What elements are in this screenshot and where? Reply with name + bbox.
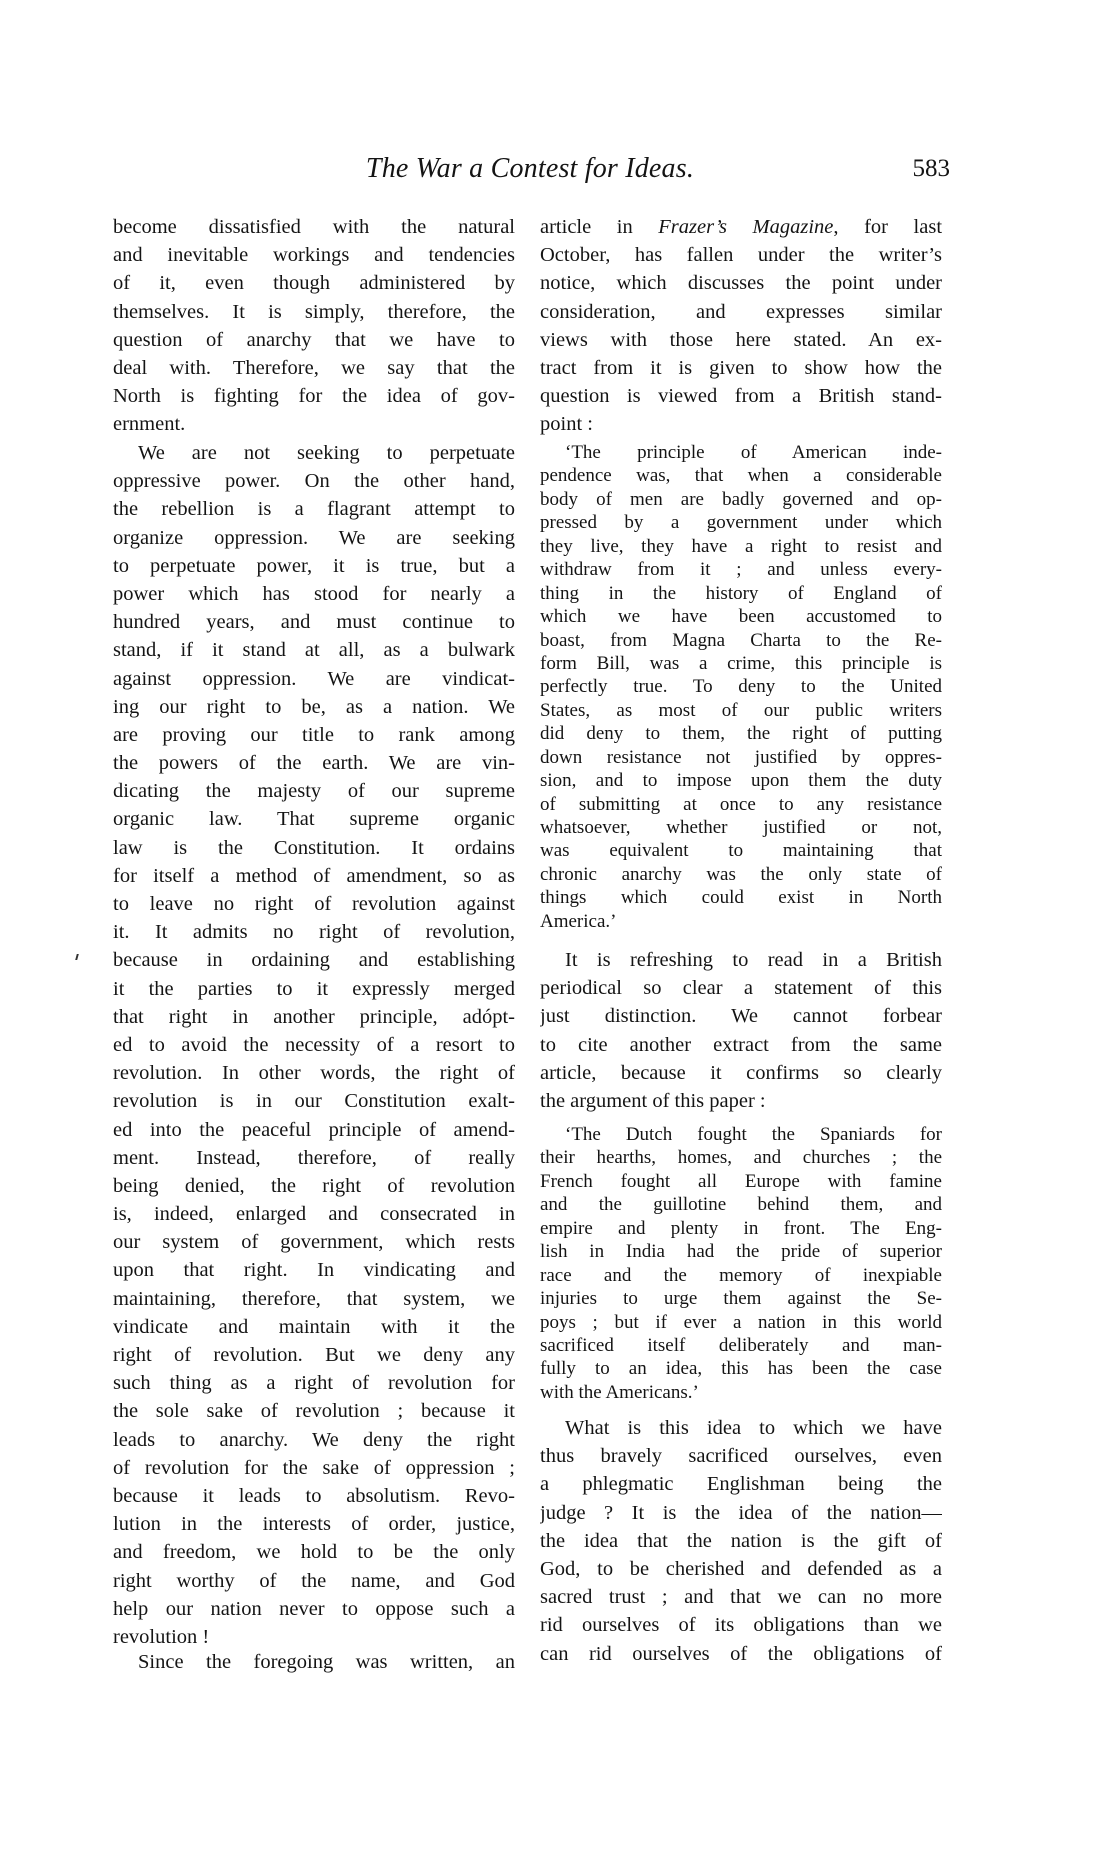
text-line: injuries to urge them against the Se- — [540, 1288, 942, 1310]
text-line: against oppression. We are vindicat- — [113, 667, 515, 690]
text-line: law is the Constitution. It ordains — [113, 836, 515, 859]
italic-title: Frazer’s Magazine — [658, 216, 834, 238]
text-line: views with those here stated. An ex- — [540, 328, 942, 351]
text-line: of it, even though administered by — [113, 272, 515, 295]
text-line: lish in India had the pride of superior — [540, 1241, 942, 1263]
text-line: withdraw from it ; and unless every- — [540, 559, 942, 581]
text-line: our system of government, which rests — [113, 1231, 515, 1254]
text-line: whatsoever, whether justified or not, — [540, 817, 942, 838]
text-line: the argument of this paper : — [540, 1089, 766, 1112]
text-line: article, because it confirms so clearly — [540, 1061, 942, 1084]
text-line: being denied, the right of revolution — [113, 1174, 515, 1197]
text-line: Since the foregoing was written, an — [138, 1651, 515, 1673]
paragraph — [540, 946, 942, 1115]
text-line: themselves. It is simply, therefore, the — [113, 300, 515, 323]
text-line: because in ordaining and establishing — [113, 949, 515, 972]
text-line: a phlegmatic Englishman being the — [540, 1473, 942, 1496]
text-line: fully to an idea, this has been the case — [540, 1358, 942, 1380]
text-line: because it leads to absolutism. Revo- — [113, 1484, 515, 1507]
text-line: power which has stood for nearly a — [113, 582, 515, 605]
text-line: that right in another principle, adópt- — [113, 1005, 515, 1028]
text-line: help our nation never to oppose such a — [113, 1597, 515, 1620]
block-quote — [540, 441, 942, 933]
text-line: to perpetuate power, it is true, but a — [113, 554, 515, 577]
text-line: things which could exist in North — [540, 887, 942, 909]
text-line: consideration, and expresses similar — [540, 300, 942, 323]
text-line: sacred trust ; and that we can no more — [540, 1586, 942, 1609]
text-line: chronic anarchy was the only state of — [540, 863, 942, 885]
text-line: revolution. In other words, the right of — [113, 1062, 515, 1085]
page-number: 583 — [912, 155, 950, 182]
text-line: ‘The principle of American inde- — [565, 442, 942, 463]
paragraph — [113, 1648, 515, 1676]
text-line: organize oppression. We are seeking — [113, 526, 515, 549]
text-line: ‘The Dutch fought the Spaniards for — [565, 1124, 942, 1145]
text-line: and inevitable workings and tendencies — [113, 244, 515, 267]
text-line: question of anarchy that we have to — [113, 328, 515, 351]
text-line: and freedom, we hold to be the only — [113, 1541, 515, 1564]
block-quote — [540, 1123, 942, 1404]
text-line: right worthy of the name, and God — [113, 1569, 515, 1592]
text-line: organic law. That supreme organic — [113, 808, 515, 831]
text-line: which we have been accustomed to — [540, 606, 942, 628]
text-line: dicating the majesty of our supreme — [113, 780, 515, 803]
text-line: was equivalent to maintaining that — [540, 840, 942, 862]
text-line: pendence was, that when a considerable — [540, 465, 942, 487]
text-line: America.’ — [540, 910, 617, 932]
text-line: is, indeed, enlarged and consecrated in — [113, 1203, 515, 1226]
text-line: revolution is in our Constitution exalt- — [113, 1090, 515, 1113]
text-line: upon that right. In vindicating and — [113, 1259, 515, 1282]
text-line: notice, which discusses the point under — [540, 272, 942, 295]
paragraph — [113, 439, 515, 1651]
text-line: are proving our title to rank among — [113, 723, 515, 746]
text-line: maintaining, therefore, that system, we — [113, 1287, 515, 1310]
text-line: of submitting at once to any resistance — [540, 793, 942, 815]
text-line: perfectly true. To deny to the United — [540, 676, 942, 698]
text-line: ernment. — [113, 413, 186, 436]
text-line: ing our right to be, as a nation. We — [113, 695, 515, 718]
text-line: and the guillotine behind them, and — [540, 1194, 942, 1216]
text-line: French fought all Europe with famine — [540, 1170, 942, 1192]
text-line: just distinction. We cannot forbear — [540, 1005, 942, 1028]
text-line: the idea that the nation is the gift of — [540, 1529, 942, 1552]
text-line: point : — [540, 413, 593, 436]
paragraph — [540, 1414, 942, 1668]
text-line: States, as most of our public writers — [540, 699, 942, 721]
text-line: ed to avoid the necessity of a resort to — [113, 1033, 515, 1056]
paragraph — [113, 213, 515, 439]
text-line: vindicate and maintain with it the — [113, 1315, 515, 1338]
text-line: judge ? It is the idea of the nation— — [540, 1501, 942, 1524]
margin-mark — [75, 954, 79, 960]
text-line: of revolution for the sake of oppression ; — [113, 1456, 515, 1479]
text-line: pressed by a government under which — [540, 512, 942, 534]
text-line: poys ; but if ever a nation in this world — [540, 1311, 942, 1333]
running-title: The War a Contest for Ideas. — [365, 153, 695, 184]
text-line: race and the memory of inexpiable — [540, 1264, 942, 1286]
text-line: did deny to them, the right of putting — [540, 723, 942, 745]
text-line: tract from it is given to show how the — [540, 356, 942, 379]
text-line: question is viewed from a British stand- — [540, 385, 942, 408]
text-line: oppressive power. On the other hand, — [113, 470, 515, 493]
text-line: hundred years, and must continue to — [113, 611, 515, 634]
text-line: their hearths, homes, and churches ; the — [540, 1147, 942, 1169]
text-line: October, has fallen under the writer’s — [540, 244, 942, 267]
text-line: God, to be cherished and defended as a — [540, 1557, 942, 1580]
text-line: lution in the interests of order, justice, — [113, 1513, 515, 1536]
text-line: North is fighting for the idea of gov- — [113, 385, 515, 408]
text-line: it. It admits no right of revolution, — [113, 921, 515, 944]
text-line: such thing as a right of revolution for — [113, 1372, 515, 1395]
text-line: ed into the peaceful principle of amend- — [113, 1118, 515, 1141]
text-segment: , for last — [833, 216, 942, 238]
text-line: for itself a method of amendment, so as — [113, 864, 515, 887]
text-line: thing in the history of England of — [540, 582, 942, 604]
text-line: boast, from Magna Charta to the Re- — [540, 629, 942, 651]
text-line — [540, 213, 942, 241]
text-line: body of men are badly governed and op- — [540, 488, 942, 510]
text-line: form Bill, was a crime, this principle is — [540, 652, 942, 674]
text-line: the powers of the earth. We are vin- — [113, 752, 515, 775]
text-line: it the parties to it expressly merged — [113, 977, 515, 1000]
text-line: It is refreshing to read in a British — [565, 949, 942, 971]
text-line: can rid ourselves of the obligations of — [540, 1642, 942, 1665]
text-line: rid ourselves of its obligations than we — [540, 1614, 942, 1637]
text-line: revolution ! — [113, 1625, 210, 1648]
text-line: stand, if it stand at all, as a bulwark — [113, 639, 515, 662]
text-line: ment. Instead, therefore, of really — [113, 1146, 515, 1169]
text-line: What is this idea to which we have — [565, 1417, 942, 1439]
text-line: the sole sake of revolution ; because it — [113, 1400, 515, 1423]
text-segment: article in — [540, 216, 659, 238]
text-line: to leave no right of revolution against — [113, 893, 515, 915]
text-line: sion, and to impose upon them the duty — [540, 770, 942, 792]
text-line: thus bravely sacrificed ourselves, even — [540, 1445, 942, 1468]
text-line: periodical so clear a statement of this — [540, 977, 942, 1000]
text-line: become dissatisfied with the natural — [113, 216, 515, 238]
text-line: they live, they have a right to resist and — [540, 535, 942, 557]
text-line: We are not seeking to perpetuate — [138, 442, 515, 464]
paragraph — [540, 213, 942, 439]
text-line: to cite another extract from the same — [540, 1033, 942, 1056]
text-line: with the Americans.’ — [540, 1381, 699, 1403]
text-line: the rebellion is a flagrant attempt to — [113, 498, 515, 521]
text-line: down resistance not justified by oppres- — [540, 746, 942, 768]
text-line: right of revolution. But we deny any — [113, 1344, 515, 1366]
text-line: empire and plenty in front. The Eng- — [540, 1217, 942, 1239]
text-line: deal with. Therefore, we say that the — [113, 356, 515, 379]
text-line: sacrificed itself deliberately and man- — [540, 1334, 942, 1356]
text-line: leads to anarchy. We deny the right — [113, 1428, 515, 1451]
